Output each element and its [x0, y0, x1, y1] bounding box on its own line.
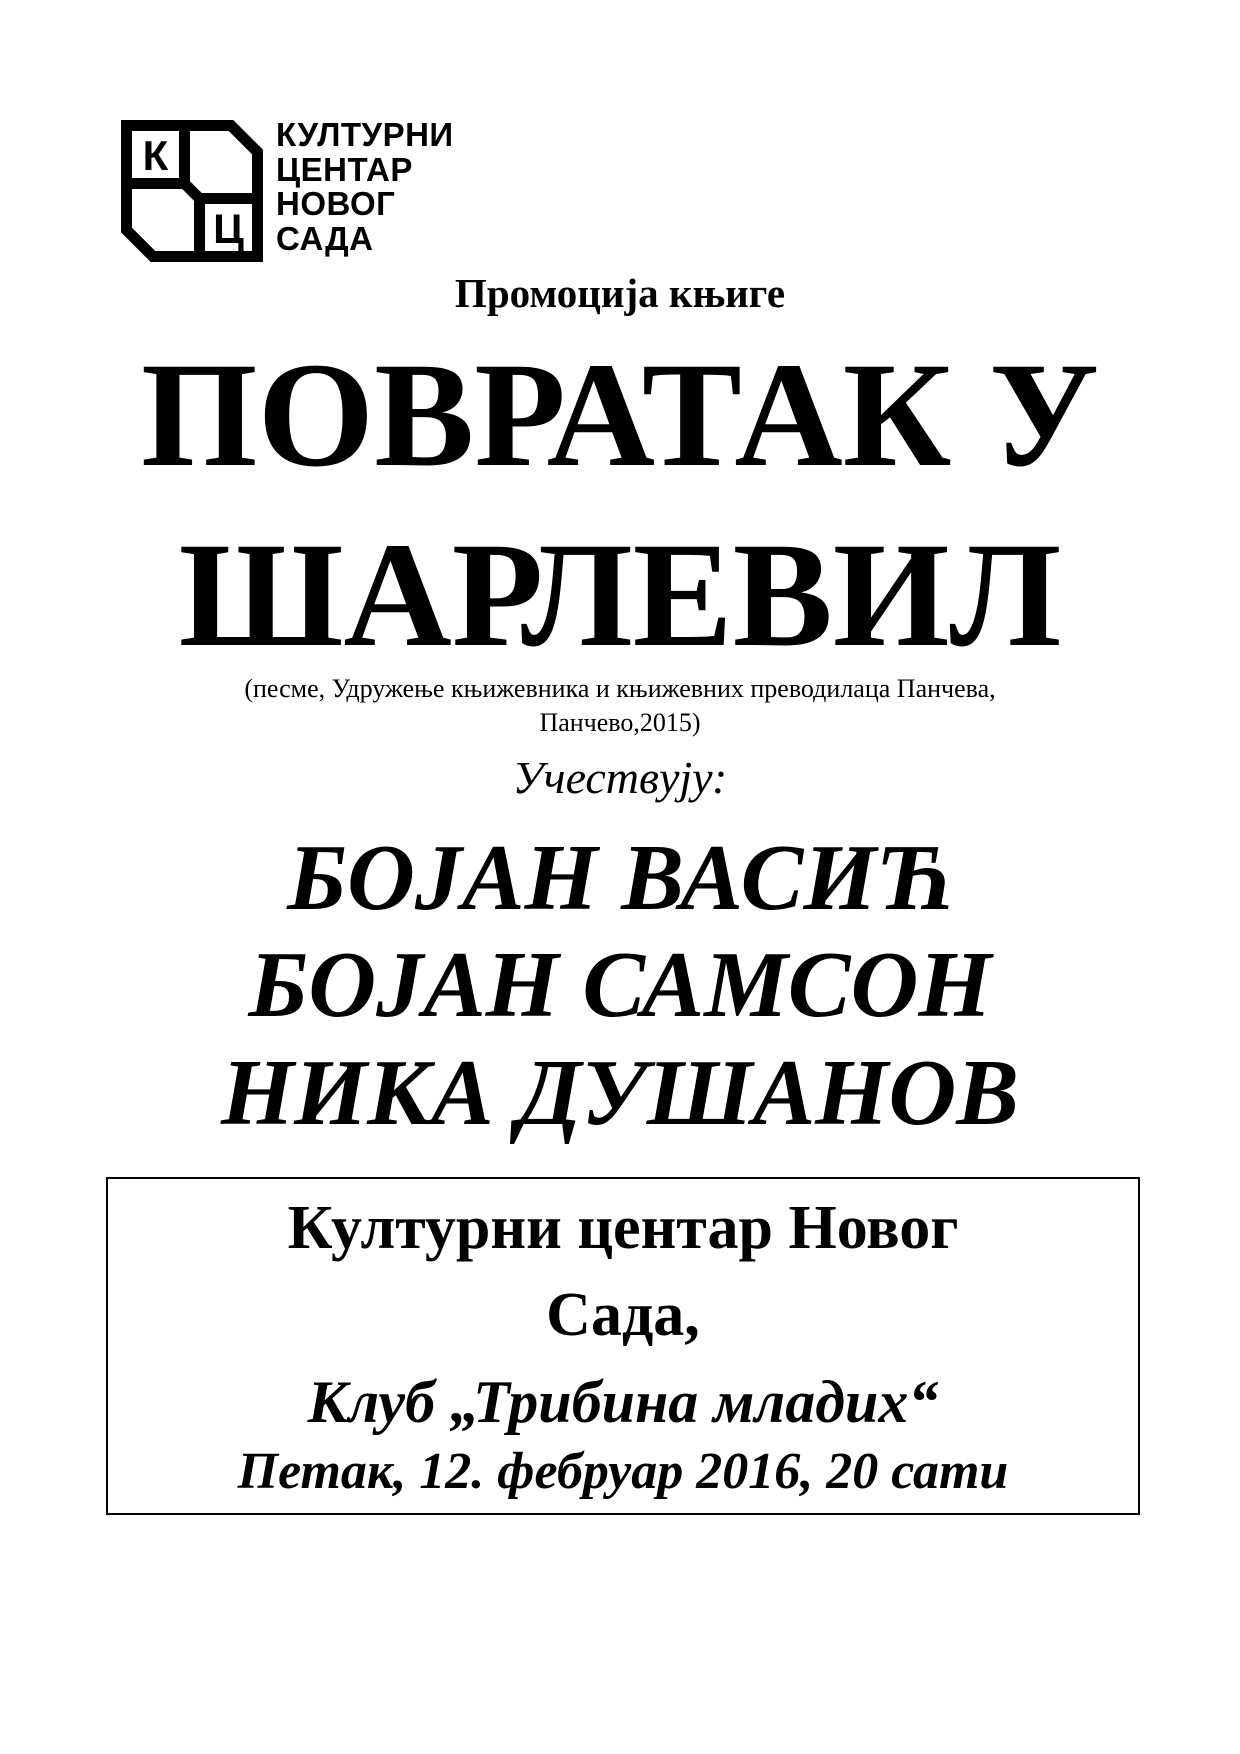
- logo-mark-letter-1: К: [142, 132, 169, 179]
- participant-name: НИКА ДУШАНОВ: [220, 1041, 1020, 1145]
- kc-logo-icon: [121, 120, 263, 262]
- venue-line-2: Сада,: [546, 1281, 700, 1349]
- event-date-time: Петак, 12. фебруар 2016, 20 сати: [237, 1443, 1009, 1500]
- participant-name: БОЈАН САМСОН: [248, 933, 992, 1037]
- logo-text: [276, 118, 454, 256]
- logo: [121, 116, 521, 260]
- logo-line-4: САДА: [276, 219, 374, 257]
- venue-club: Клуб „Трибина младих“: [307, 1369, 939, 1435]
- promo-subtitle: Промоција књиге: [454, 270, 786, 316]
- logo-line-3: НОВОГ: [276, 185, 396, 222]
- logo-mark-letter-2: Ц: [213, 205, 244, 252]
- book-title-line-2: ШАРЛЕВИЛ: [178, 512, 1062, 678]
- venue-line-1: Културни центар Новог: [287, 1194, 959, 1262]
- publication-line-2: Панчево,2015): [539, 708, 701, 737]
- logo-line-1: КУЛТУРНИ: [276, 116, 454, 153]
- participants-label: Учествују:: [512, 752, 728, 803]
- publication-line-1: (песме, Удружење књижевника и књижевних преводилаца Панчева,: [244, 674, 996, 703]
- book-title-line-1: ПОВРАТАК У: [140, 332, 1100, 498]
- logo-line-2: ЦЕНТАР: [276, 150, 413, 188]
- participant-name: БОЈАН ВАСИЋ: [287, 826, 953, 930]
- venue-box: [106, 1177, 1140, 1515]
